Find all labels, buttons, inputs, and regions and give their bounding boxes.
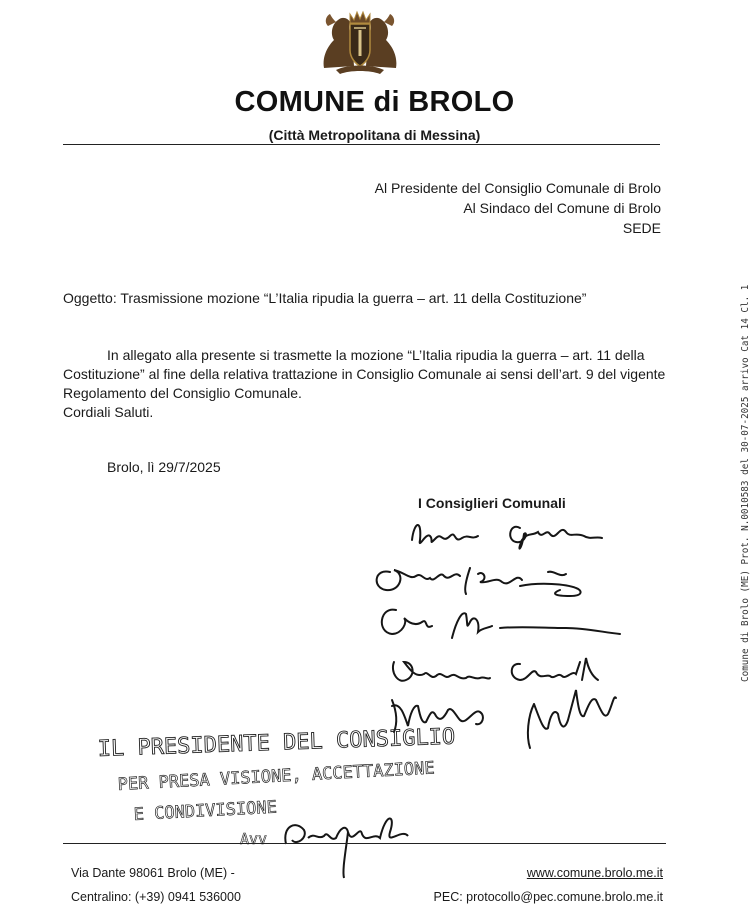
crest-logo — [314, 6, 406, 76]
signature-3 — [382, 610, 620, 638]
body-line: Costituzione” al fine della relativa trattazione in Consiglio Comunale ai sensi dell’art. 9 del vigente — [63, 366, 666, 382]
municipality-title: COMUNE di BROLO — [234, 86, 515, 118]
recipient-line: Al Presidente del Consiglio Comunale di Brolo — [374, 180, 661, 196]
svg-text:PER PRESA VISIONE, ACCETTAZION: PER PRESA VISIONE, ACCETTAZIONE — [117, 758, 436, 795]
svg-text:Avv: Avv — [240, 830, 268, 848]
footer-address: Via Dante 98061 Brolo (ME) - — [71, 866, 235, 880]
svg-text:IL PRESIDENTE DEL CONSIGLIO: IL PRESIDENTE DEL CONSIGLIO — [97, 724, 456, 762]
recipient-line: SEDE — [622, 220, 661, 236]
svg-text:E CONDIVISIONE: E CONDIVISIONE — [133, 797, 278, 825]
footer-phone: Centralino: (+39) 0941 536000 — [71, 890, 241, 904]
header-divider — [63, 144, 660, 145]
body-line: Cordiali Saluti. — [63, 404, 154, 420]
signature-1 — [412, 525, 602, 549]
place-date: Brolo, lì 29/7/2025 — [107, 459, 221, 475]
signers-label: I Consiglieri Comunali — [418, 495, 566, 511]
signature-4 — [393, 658, 598, 681]
subject-line: Oggetto: Trasmissione mozione “L’Italia ripudia la guerra – art. 11 della Costituzione” — [63, 290, 587, 306]
protocol-stamp — [727, 225, 751, 685]
footer-divider — [63, 843, 666, 844]
protocol-stamp-text: Comune di Brolo (ME) Prot. N.0010583 del 30-07-2025 arrivo Cat 14 Cl. 1 — [740, 284, 751, 682]
signature-2 — [377, 568, 581, 596]
footer-pec-email[interactable]: PEC: protocollo@pec.comune.brolo.me.it — [433, 890, 663, 904]
handwritten-note — [90, 720, 456, 880]
municipality-subtitle: (Città Metropolitana di Messina) — [268, 127, 481, 143]
body-line: Regolamento del Consiglio Comunale. — [63, 385, 302, 401]
recipient-line: Al Sindaco del Comune di Brolo — [463, 200, 661, 216]
footer-website-link[interactable]: www.comune.brolo.me.it — [526, 866, 663, 880]
body-line: In allegato alla presente si trasmette la mozione “L’Italia ripudia la guerra – art. 11 della — [107, 347, 645, 363]
